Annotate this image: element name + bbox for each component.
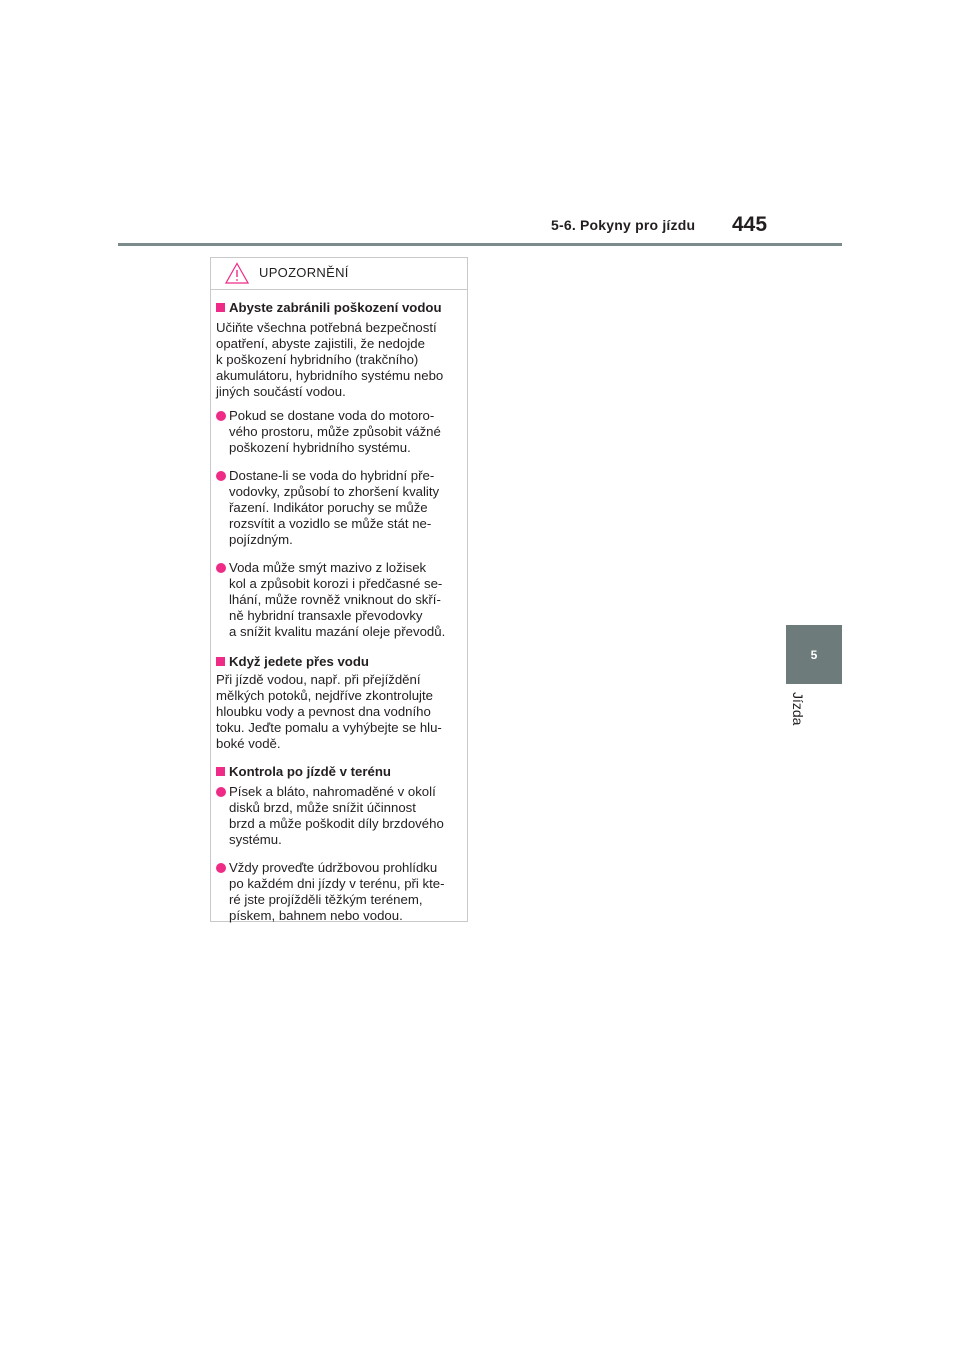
paragraph: Učiňte všechna potřebná bezpečností opatření, abyste zajistili, že nedojde k poškození hybridního (trakčního) akumulátoru, hybridního systému nebo jiných součástí vodou. — [216, 320, 444, 399]
chapter-label: Jízda — [790, 692, 806, 726]
chapter-number: 5 — [810, 647, 818, 662]
list-item: Dostane-li se voda do hybridní pře- vodovky, způsobí to zhoršení kvality řazení. Indikátor poruchy se může rozsvítit a vozidlo se může stát ne- pojízdným. — [216, 468, 461, 548]
square-bullet-icon — [216, 303, 225, 312]
round-bullet-icon — [216, 863, 226, 873]
section-heading-driving-through-water — [216, 654, 461, 670]
square-bullet-icon — [216, 657, 225, 666]
heading-text: Kontrola po jízdě v terénu — [229, 764, 391, 779]
square-bullet-icon — [216, 767, 225, 776]
section-heading-offroad-check — [216, 764, 461, 780]
page-number: 445 — [732, 213, 768, 236]
section-heading-water-damage — [216, 300, 461, 316]
list-item: Vždy proveďte údržbovou prohlídku po každém dni jízdy v terénu, při kte- ré jste projížděli těžkým terénem, pískem, bahnem nebo vodou. — [216, 860, 461, 924]
list-item: Pokud se dostane voda do motoro- vého prostoru, může způsobit vážné poškození hybridního systému. — [216, 408, 461, 456]
list-item: Voda může smýt mazivo z ložisek kol a způsobit korozi i předčasné se- lhání, může rovněž vniknout do skří- ně hybridní transaxle převodovky a snížit kvalitu mazání oleje převodů. — [216, 560, 461, 640]
round-bullet-icon — [216, 787, 226, 797]
round-bullet-icon — [216, 411, 226, 421]
heading-text: Když jedete přes vodu — [229, 654, 369, 669]
round-bullet-icon — [216, 471, 226, 481]
warning-triangle-icon — [225, 262, 249, 284]
paragraph: Při jízdě vodou, např. při přejíždění mělkých potoků, nejdříve zkontrolujte hloubku vody a pevnost dna vodního toku. Jeďte pomalu a vyhýbejte se hlu- boké vodě. — [216, 672, 442, 751]
caution-header — [211, 258, 467, 290]
list-item: Písek a bláto, nahromaděné v okolí disků brzd, může snížit účinnost brzd a může poškodit díly brzdového systému. — [216, 784, 461, 848]
caution-title: UPOZORNĚNÍ — [259, 265, 349, 280]
round-bullet-icon — [216, 563, 226, 573]
caution-body — [211, 290, 467, 924]
chapter-tab — [786, 625, 842, 684]
header-divider — [118, 243, 842, 246]
heading-text: Abyste zabránili poškození vodou — [229, 300, 442, 315]
caution-box — [210, 257, 468, 922]
section-title: 5-6. Pokyny pro jízdu — [551, 217, 696, 233]
